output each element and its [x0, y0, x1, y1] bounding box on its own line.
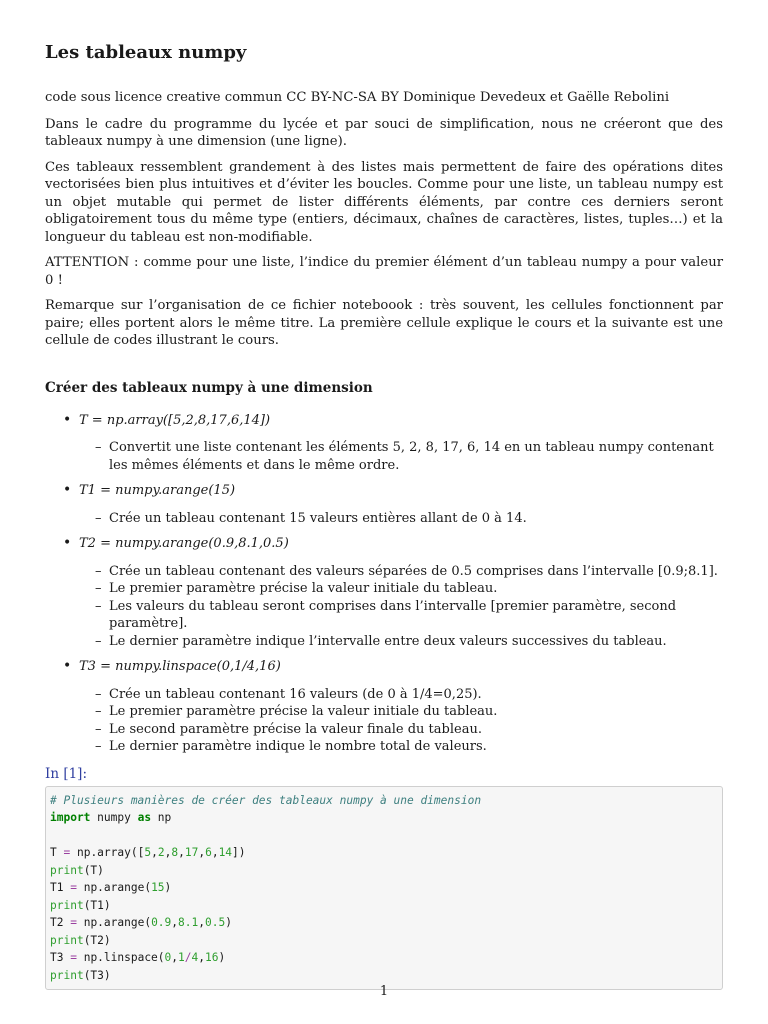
code-token: , — [198, 846, 206, 859]
code-token: T1 — [50, 881, 71, 894]
list-item — [45, 658, 723, 756]
code-token: , — [151, 846, 158, 859]
code-token: np.array([ — [70, 846, 145, 859]
code-token: = — [70, 916, 77, 929]
code-token: , — [178, 846, 185, 859]
code-token: = — [63, 846, 71, 859]
code-token: 5 — [144, 846, 152, 859]
code-token: ]) — [232, 846, 246, 859]
sub-list — [79, 563, 723, 651]
code-token: , — [171, 916, 179, 929]
code-token: ) — [164, 881, 172, 894]
code-token: , — [164, 846, 172, 859]
code-line — [50, 792, 718, 810]
code-line — [50, 879, 718, 897]
code-token: , — [198, 951, 206, 964]
page-number: 1 — [379, 984, 389, 999]
bullet-list — [45, 412, 723, 756]
sub-list-item: – Le dernier paramètre indique le nombre total de valeurs. — [79, 738, 723, 756]
cell-prompt: In [1]: — [45, 765, 87, 782]
code-line — [50, 809, 718, 827]
sub-list — [79, 510, 723, 528]
code-token: , — [211, 846, 219, 859]
page-title: Les tableaux numpy — [45, 42, 247, 63]
code-token: , — [171, 951, 179, 964]
code-block[interactable] — [50, 792, 718, 985]
list-item — [45, 535, 723, 650]
code-token: np.arange( — [76, 916, 152, 929]
code-token: np — [151, 811, 172, 824]
code-line — [50, 827, 718, 845]
code-token: 8 — [171, 846, 179, 859]
code-token: 8.1 — [178, 916, 199, 929]
document-page — [45, 40, 723, 990]
sub-list-item: – Le premier paramètre précise la valeur initiale du tableau. — [79, 703, 723, 721]
formula: T = np.array([5,2,8,17,6,14]) — [79, 412, 271, 428]
code-token: as — [137, 811, 152, 824]
code-token: import — [50, 811, 91, 824]
code-token: 0.9 — [151, 916, 172, 929]
code-token: np.linspace( — [76, 951, 165, 964]
code-token: 1 — [178, 951, 185, 964]
code-line — [50, 862, 718, 880]
code-token: = — [70, 951, 77, 964]
sub-list — [79, 686, 723, 756]
code-token: 16 — [205, 951, 219, 964]
code-token: ) — [225, 916, 232, 929]
code-token: T2 — [50, 916, 71, 929]
warning-paragraph: ATTENTION : comme pour une liste, l’indice du premier élément d’un tableau numpy a pour valeur 0 ! — [45, 255, 723, 288]
sub-list-item: – Convertit une liste contenant les éléments 5, 2, 8, 17, 6, 14 en un tableau numpy contenant les mêmes éléments et dans le même ordre. — [79, 439, 723, 474]
code-token: 4 — [191, 951, 199, 964]
sub-list-item: – Les valeurs du tableau seront comprises dans l’intervalle [premier paramètre, second paramètre]. — [79, 598, 723, 633]
code-cell[interactable] — [45, 786, 723, 991]
code-token: 17 — [184, 846, 199, 859]
code-token: ) — [218, 951, 226, 964]
code-token: 14 — [218, 846, 233, 859]
code-line — [50, 949, 718, 967]
code-line — [50, 967, 718, 985]
sub-list — [79, 439, 723, 474]
code-line — [50, 914, 718, 932]
code-line — [50, 897, 718, 915]
code-line — [50, 844, 718, 862]
formula: T3 = numpy.linspace(0,1/4,16) — [79, 659, 281, 674]
code-token: (T1) — [83, 898, 111, 912]
formula: T1 = numpy.arange(15) — [79, 483, 236, 498]
code-token: 0 — [164, 951, 172, 964]
list-item — [45, 482, 723, 527]
remark-paragraph: Remarque sur l’organisation de ce fichier noteboook : très souvent, les cellules fonctionnent par paire; elles portent alors le même titre. La première cellule explique le cours et la suivante est une cellule de codes illustrant le cours. — [45, 298, 723, 348]
sub-list-item: – Le dernier paramètre indique l’intervalle entre deux valeurs successives du tableau. — [79, 633, 723, 651]
code-token: print — [50, 933, 84, 947]
code-token: 6 — [205, 846, 212, 859]
code-token: / — [184, 951, 192, 964]
code-token: print — [50, 898, 84, 912]
code-token: (T3) — [83, 968, 111, 982]
code-token: 2 — [157, 846, 165, 859]
intro-paragraph: Dans le cadre du programme du lycée et par souci de simplification, nous ne créeront que des tableaux numpy à une dimension (une ligne). — [45, 116, 723, 149]
code-token: numpy — [90, 811, 138, 824]
code-token: print — [50, 863, 84, 877]
code-token: = — [70, 881, 77, 894]
code-token: np.arange( — [76, 881, 152, 894]
code-line — [50, 932, 718, 950]
license-paragraph: code sous licence creative commun CC BY-NC-SA BY Dominique Devedeux et Gaëlle Rebolini — [45, 90, 670, 105]
formula: T2 = numpy.arange(0.9,8.1,0.5) — [79, 536, 289, 551]
code-token: T3 — [50, 951, 71, 964]
sub-list-item: – Crée un tableau contenant 16 valeurs (de 0 à 1/4=0,25). — [79, 686, 723, 704]
code-token: 15 — [151, 881, 165, 894]
code-token: T — [50, 846, 64, 859]
code-token: # Plusieurs manières de créer des tableaux numpy à une dimension — [50, 793, 482, 807]
code-token: 0.5 — [205, 916, 226, 929]
sub-list-item: – Crée un tableau contenant des valeurs séparées de 0.5 comprises dans l’intervalle [0.9;8.1]. — [79, 563, 723, 581]
code-token: , — [198, 916, 205, 929]
sub-list-item: – Crée un tableau contenant 15 valeurs entières allant de 0 à 14. — [79, 510, 723, 528]
code-token: (T) — [83, 863, 104, 877]
code-token: (T2) — [83, 933, 111, 947]
list-item — [45, 412, 723, 475]
sub-list-item: – Le second paramètre précise la valeur finale du tableau. — [79, 721, 723, 739]
description-paragraph: Ces tableaux ressemblent grandement à des listes mais permettent de faire des opérations dites vectorisées bien plus intuitives et d’éviter les boucles. Comme pour une liste, un tableau numpy est un objet mutable qui permet de lister différents éléments, par contre ces derniers seront obligatoirement tous du même type (entiers, décimaux, chaînes de caractères, listes, tuples…) et la longueur du tableau est non-modifiable. — [45, 159, 723, 245]
section-title: Créer des tableaux numpy à une dimension — [45, 379, 373, 396]
code-token: print — [50, 968, 84, 982]
sub-list-item: – Le premier paramètre précise la valeur initiale du tableau. — [79, 580, 723, 598]
